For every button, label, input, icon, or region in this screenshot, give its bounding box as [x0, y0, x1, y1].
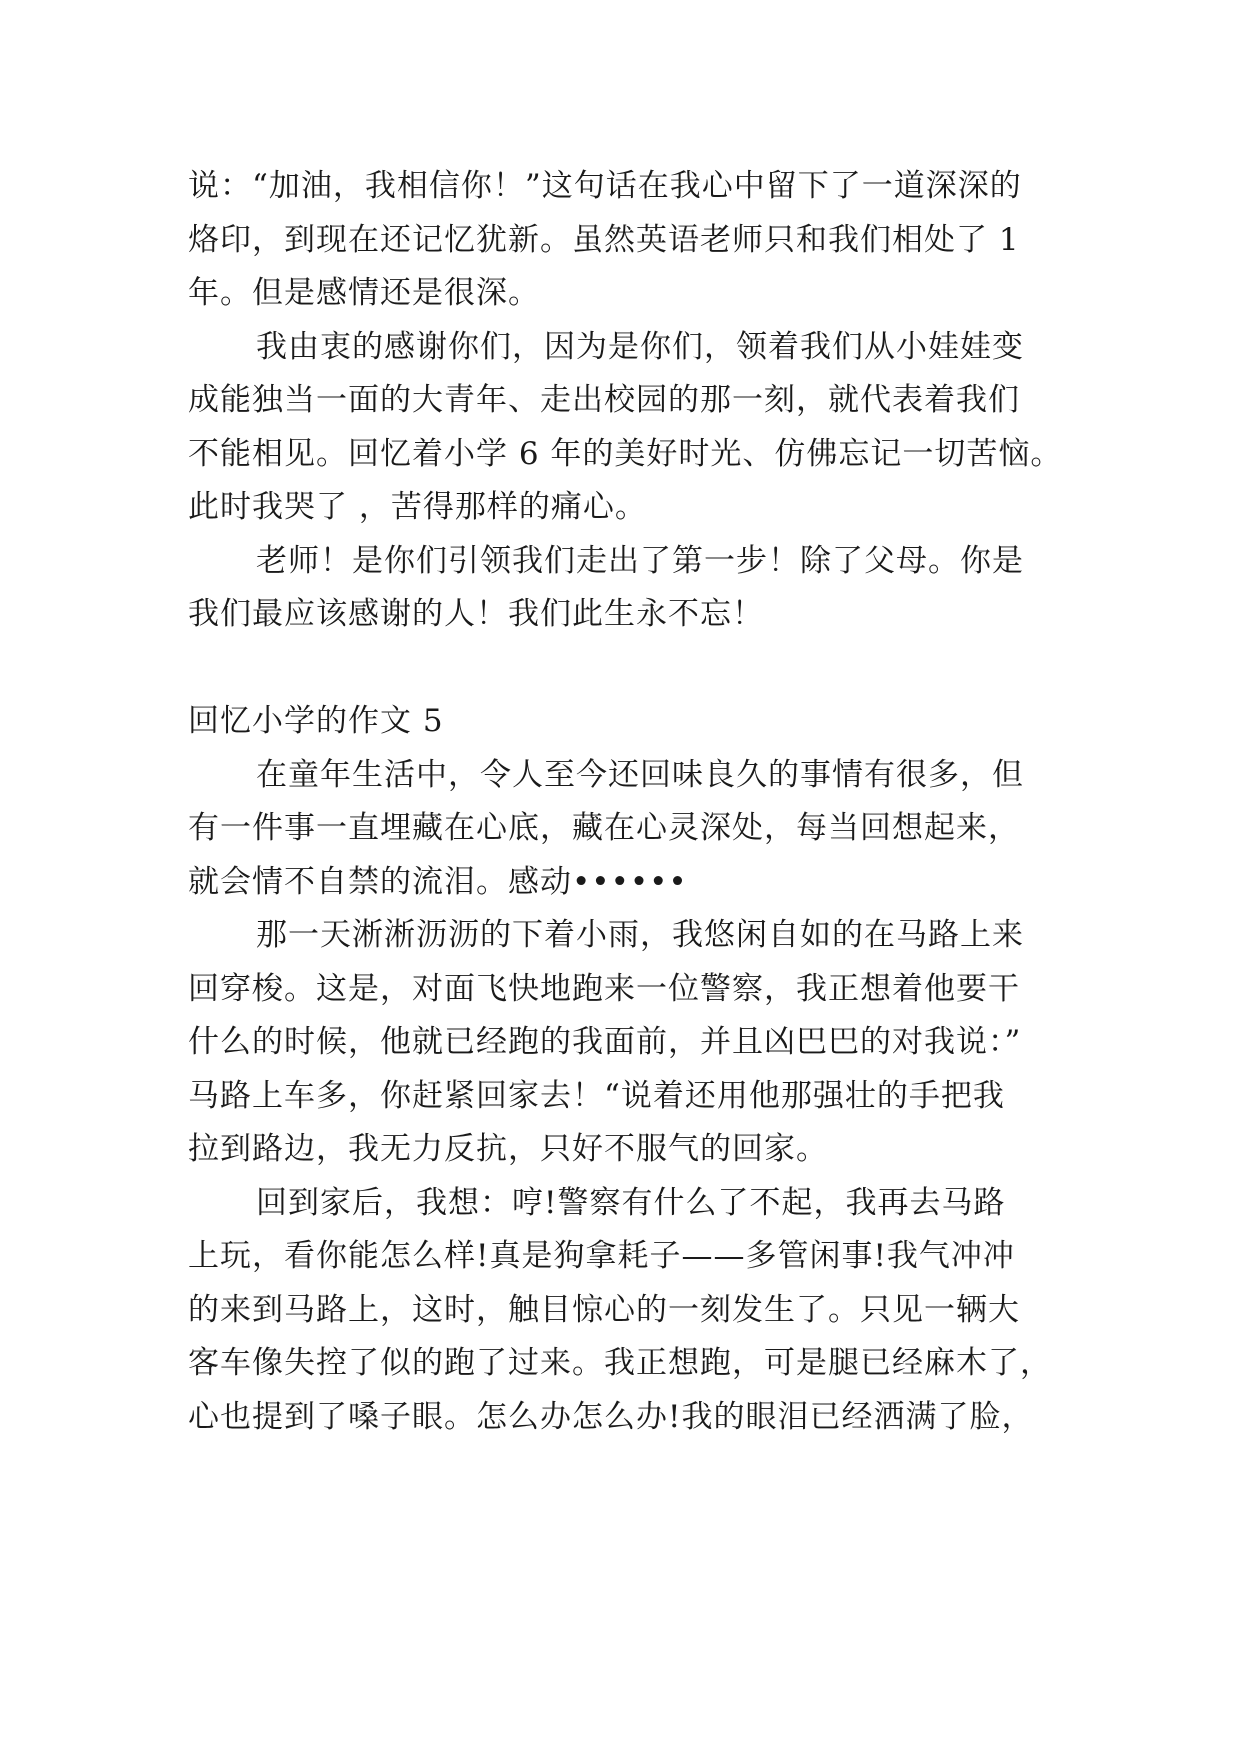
text-line: 烙印，到现在还记忆犹新。虽然英语老师只和我们相处了 1: [188, 221, 1020, 258]
essay-title: 回忆小学的作文 5: [188, 703, 444, 739]
essay-paragraph-2: [188, 909, 1058, 1177]
document-page: [188, 160, 1063, 1444]
text-line: 拉到路边，我无力反抗，只好不服气的回家。: [188, 1131, 828, 1167]
text-line: 成能独当一面的大青年、走出校园的那一刻，就代表着我们: [188, 382, 1020, 418]
text-line: 的来到马路上，这时，触目惊心的一刻发生了。只见一辆大: [188, 1291, 1020, 1328]
text-line: 此时我哭了 ，苦得那样的痛心。: [188, 489, 647, 525]
text-line: 什么的时候，他就已经跑的我面前，并且凶巴巴的对我说：”: [188, 1024, 1022, 1060]
text-line: 在童年生活中，令人至今还回味良久的事情有很多，但: [256, 756, 1024, 793]
essay-paragraph-1: [188, 749, 1058, 910]
paragraph-continued: [188, 160, 1058, 321]
section-gap: [188, 642, 1058, 696]
text-line: 年。但是感情还是很深。: [188, 275, 540, 311]
paragraph-teacher: [188, 535, 1058, 642]
text-line: 我们最应该感谢的人！我们此生永不忘！: [188, 596, 764, 632]
text-line: 有一件事一直埋藏在心底，藏在心灵深处，每当回想起来，: [188, 810, 1020, 846]
text-line: 说：“加油，我相信你！”这句话在我心中留下了一道深深的: [188, 168, 1022, 204]
text-line: 就会情不自禁的流泪。感动••••••: [188, 863, 688, 900]
paragraph-gratitude: [188, 321, 1063, 535]
text-line: 上玩，看你能怎么样!真是狗拿耗子——多管闲事!我气冲冲: [188, 1238, 1015, 1274]
text-line: 回穿梭。这是，对面飞快地跑来一位警察，我正想着他要干: [188, 970, 1020, 1007]
text-line: 不能相见。回忆着小学 6 年的美好时光、仿佛忘记一切苦恼。: [188, 435, 1063, 472]
text-line: 回到家后，我想：哼!警察有什么了不起，我再去马路: [256, 1184, 1006, 1221]
text-line: 心也提到了嗓子眼。怎么办怎么办!我的眼泪已经洒满了脸，: [188, 1398, 1034, 1435]
text-line: 那一天淅淅沥沥的下着小雨，我悠闲自如的在马路上来: [256, 917, 1024, 953]
text-line: 老师！是你们引领我们走出了第一步！除了父母。你是: [256, 542, 1024, 579]
text-line: 我由衷的感谢你们，因为是你们，领着我们从小娃娃变: [256, 328, 1024, 365]
essay-paragraph-3: [188, 1177, 1058, 1445]
text-line: 客车像失控了似的跑了过来。我正想跑，可是腿已经麻木了，: [188, 1345, 1052, 1381]
text-line: 马路上车多，你赶紧回家去！“说着还用他那强壮的手把我: [188, 1077, 1005, 1114]
